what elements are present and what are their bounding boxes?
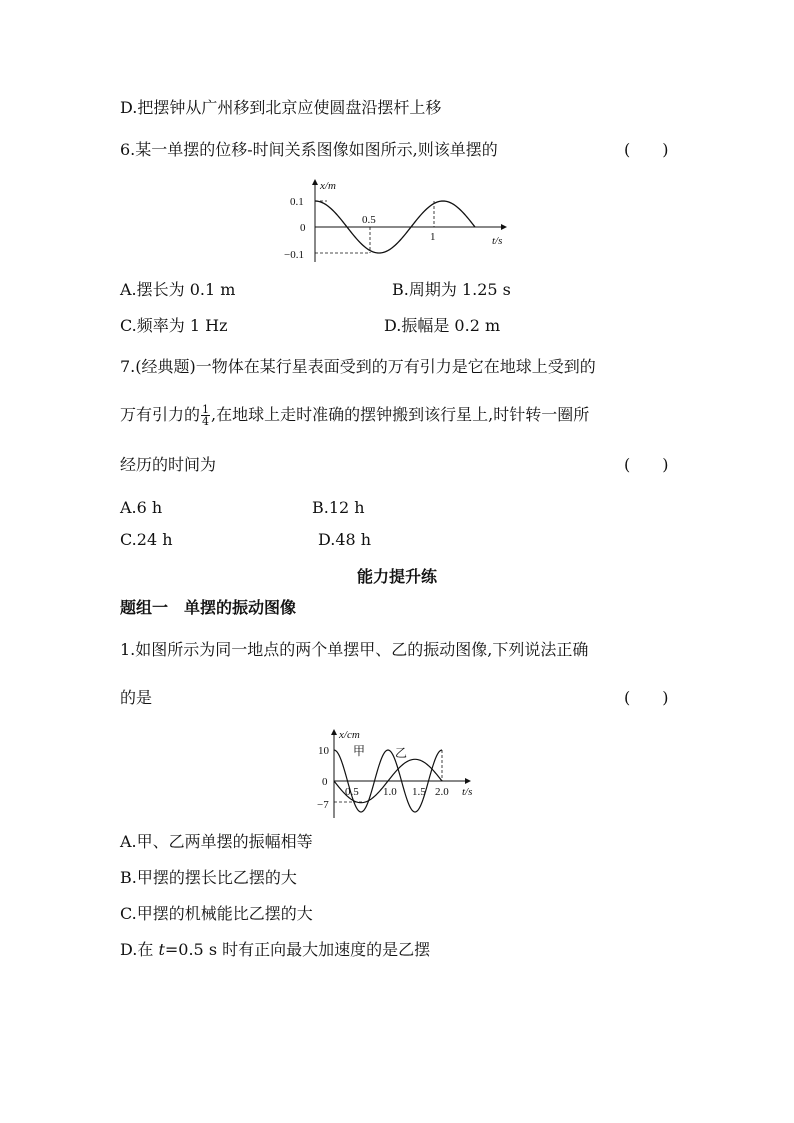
q6-ytick-zero: 0 (300, 222, 306, 234)
p1-xtick-1.0: 1.0 (383, 786, 397, 798)
section-title: 能力提升练 (356, 567, 437, 586)
p1-graph (308, 726, 498, 820)
q7-frac-num: 1 (202, 403, 210, 416)
p1-ytick-minus7: −7 (317, 799, 329, 811)
p1-xtick-0.5: 0.5 (345, 786, 359, 798)
p1-option-c: C.甲摆的机械能比乙摆的大 (120, 904, 313, 923)
p1-line2: 的是 (120, 688, 153, 707)
q7-line3: 经历的时间为 (120, 455, 217, 474)
q6-option-a: A.摆长为 0.1 m (120, 280, 236, 299)
q7-line2-pre: 万有引力的 (120, 405, 201, 424)
p1-option-d-var: t (158, 940, 165, 959)
q6-graph (270, 172, 530, 267)
p1-option-a: A.甲、乙两单摆的振幅相等 (120, 832, 313, 851)
q7-option-b: B.12 h (312, 498, 365, 517)
q6-option-c: C.频率为 1 Hz (120, 316, 228, 335)
q6-ylabel: x/m (320, 180, 336, 192)
p1-line1: 1.如图所示为同一地点的两个单摆甲、乙的振动图像,下列说法正确 (120, 640, 589, 659)
p1-option-d-pre: D.在 (120, 940, 159, 959)
q7-line1: 7.(经典题)一物体在某行星表面受到的万有引力是它在地球上受到的 (120, 357, 596, 376)
p1-option-d (120, 940, 430, 960)
q7-line2 (120, 404, 589, 427)
q6-xlabel: t/s (492, 235, 503, 247)
q5-option-d: D.把摆钟从广州移到北京应使圆盘沿摆杆上移 (120, 98, 442, 117)
group-title: 题组一 单摆的振动图像 (120, 598, 297, 617)
q6-xtick-half: 0.5 (362, 214, 376, 226)
q7-option-c: C.24 h (120, 530, 173, 549)
q6-option-d: D.振幅是 0.2 m (384, 316, 501, 335)
p1-label-jia: 甲 (353, 744, 366, 758)
p1-xtick-1.5: 1.5 (412, 786, 426, 798)
p1-option-d-post: =0.5 s 时有正向最大加速度的是乙摆 (164, 940, 431, 959)
p1-ylabel: x/cm (339, 729, 360, 741)
q6-xtick-one: 1 (430, 231, 436, 243)
p1-ytick-10: 10 (318, 745, 329, 757)
q7-line2-post: ,在地球上走时准确的摆钟搬到该行星上,时针转一圈所 (211, 405, 590, 424)
q7-fraction (201, 404, 210, 427)
q6-ytick-bottom: −0.1 (284, 249, 304, 261)
p1-xlabel: t/s (462, 786, 473, 798)
p1-answer-paren: ( ) (624, 688, 669, 707)
q7-option-a: A.6 h (120, 498, 163, 517)
p1-label-yi: 乙 (395, 746, 408, 760)
q7-answer-paren: ( ) (624, 455, 669, 474)
p1-option-b: B.甲摆的摆长比乙摆的大 (120, 868, 297, 887)
q6-option-b: B.周期为 1.25 s (392, 280, 511, 299)
p1-xtick-2.0: 2.0 (435, 786, 449, 798)
p1-ytick-0: 0 (322, 776, 328, 788)
q7-frac-den: 4 (202, 415, 210, 428)
q6-ytick-top: 0.1 (290, 196, 304, 208)
q7-option-d: D.48 h (318, 530, 372, 549)
q6-stem: 6.某一单摆的位移-时间关系图像如图所示,则该单摆的 (120, 140, 498, 159)
q6-answer-paren: ( ) (624, 140, 669, 159)
